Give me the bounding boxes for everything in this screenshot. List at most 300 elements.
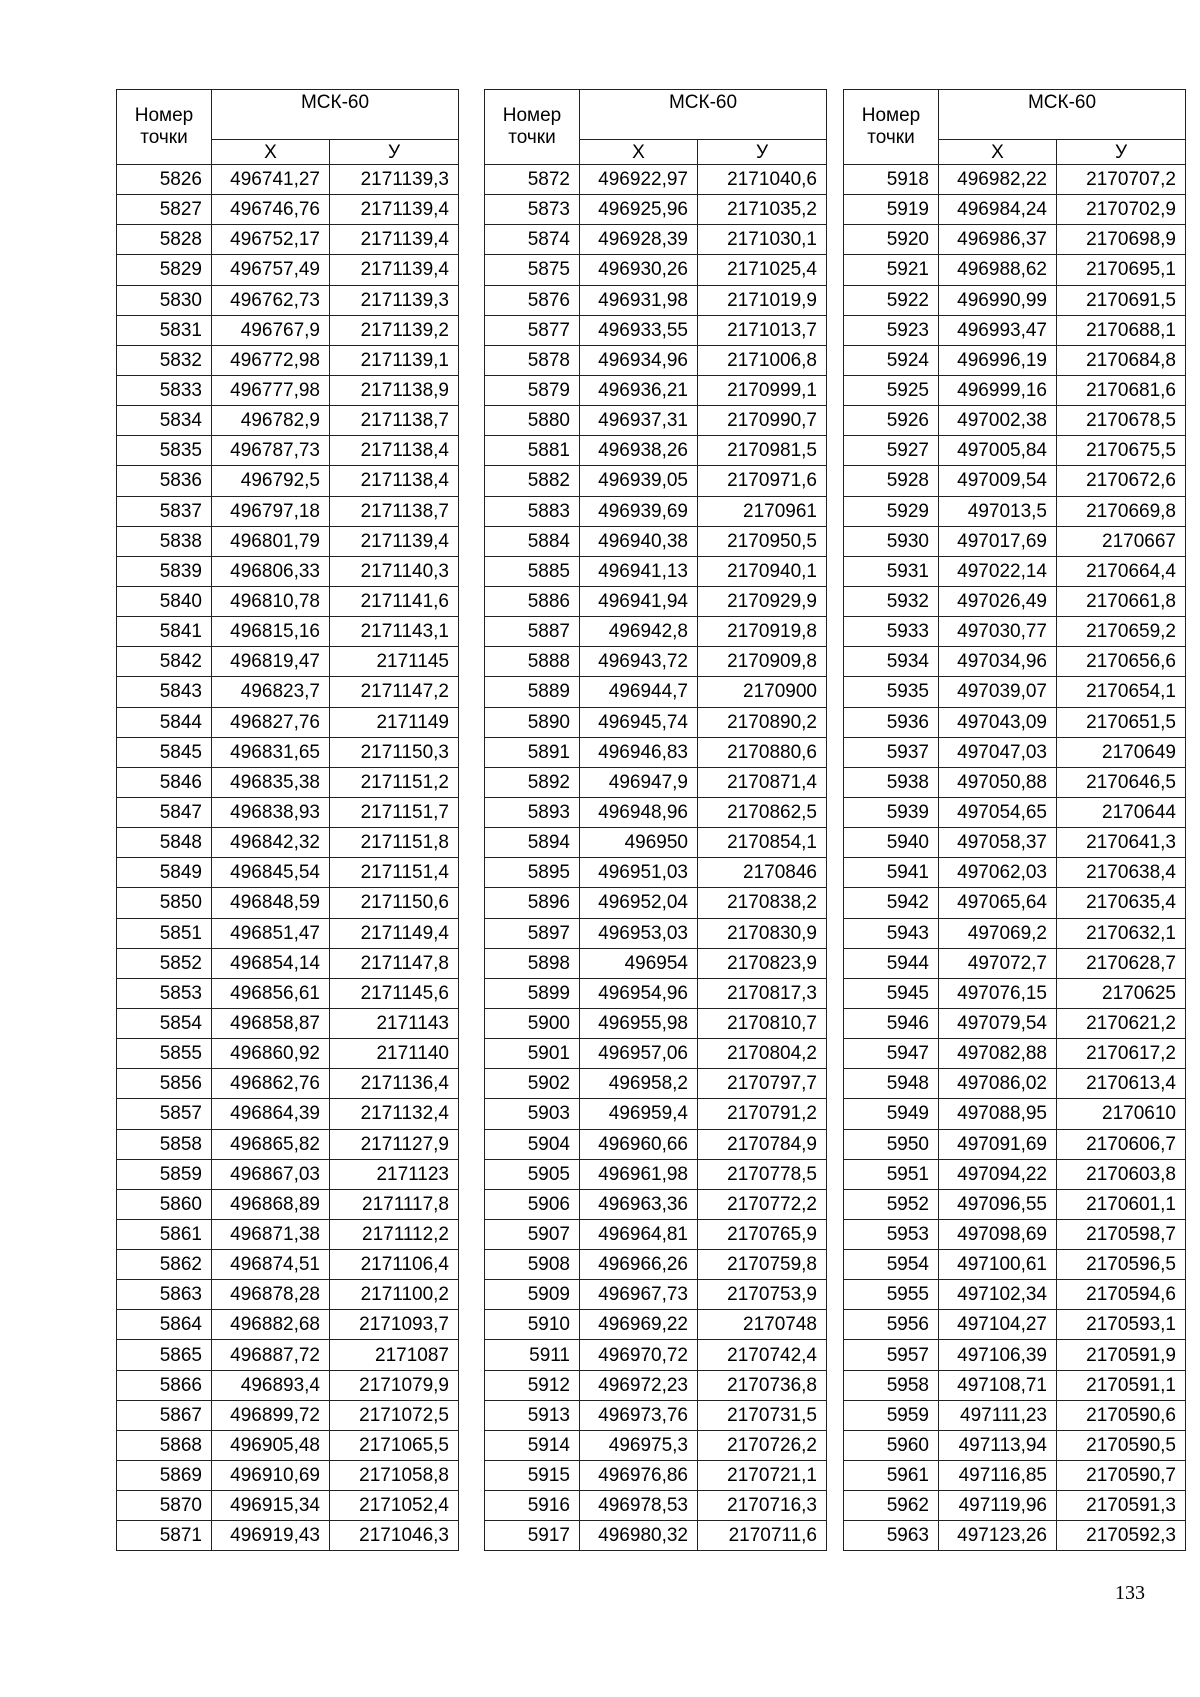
point-number-cell: 5897 [485, 918, 580, 948]
table-row [844, 375, 1186, 405]
point-number-cell: 5933 [844, 617, 939, 647]
x-coordinate-cell: 496741,27 [212, 165, 330, 195]
x-coordinate-cell: 496950 [580, 828, 698, 858]
table-row [844, 556, 1186, 586]
point-number-cell: 5899 [485, 978, 580, 1008]
point-number-cell: 5913 [485, 1400, 580, 1430]
table-row [117, 1219, 459, 1249]
y-coordinate-cell: 2171151,4 [330, 858, 459, 888]
point-number-cell: 5884 [485, 526, 580, 556]
y-coordinate-cell: 2170669,8 [1057, 496, 1186, 526]
x-coordinate-cell: 496993,47 [939, 315, 1057, 345]
table-row [844, 586, 1186, 616]
y-coordinate-cell: 2171149,4 [330, 918, 459, 948]
point-number-cell: 5841 [117, 617, 212, 647]
x-coordinate-cell: 496874,51 [212, 1250, 330, 1280]
y-coordinate-cell: 2171139,4 [330, 195, 459, 225]
y-coordinate-cell: 2170596,5 [1057, 1250, 1186, 1280]
y-coordinate-cell: 2170635,4 [1057, 888, 1186, 918]
table-row [117, 978, 459, 1008]
y-coordinate-cell: 2170591,1 [1057, 1370, 1186, 1400]
table-row [485, 1340, 827, 1370]
point-number-cell: 5835 [117, 436, 212, 466]
y-coordinate-cell: 2171052,4 [330, 1491, 459, 1521]
x-coordinate-cell: 496988,62 [939, 255, 1057, 285]
point-number-cell: 5940 [844, 828, 939, 858]
x-coordinate-cell: 497100,61 [939, 1250, 1057, 1280]
table-row [485, 1400, 827, 1430]
table-row [844, 918, 1186, 948]
x-coordinate-cell: 497009,54 [939, 466, 1057, 496]
x-coordinate-cell: 497123,26 [939, 1521, 1057, 1551]
point-number-cell: 5893 [485, 797, 580, 827]
point-number-cell: 5936 [844, 707, 939, 737]
x-coordinate-cell: 497026,49 [939, 586, 1057, 616]
table-row [844, 828, 1186, 858]
table-row [485, 496, 827, 526]
table-row [485, 1129, 827, 1159]
y-coordinate-cell: 2170736,8 [698, 1370, 827, 1400]
table-row [485, 436, 827, 466]
table-row [485, 406, 827, 436]
y-coordinate-cell: 2171145 [330, 647, 459, 677]
table-row [117, 797, 459, 827]
y-coordinate-cell: 2170598,7 [1057, 1219, 1186, 1249]
x-coordinate-cell: 496767,9 [212, 315, 330, 345]
point-number-cell: 5895 [485, 858, 580, 888]
x-coordinate-cell: 496819,47 [212, 647, 330, 677]
point-number-cell: 5858 [117, 1129, 212, 1159]
y-coordinate-cell: 2171013,7 [698, 315, 827, 345]
table-row [485, 1310, 827, 1340]
point-number-cell: 5829 [117, 255, 212, 285]
point-number-cell: 5941 [844, 858, 939, 888]
y-coordinate-cell: 2170625 [1057, 978, 1186, 1008]
x-coordinate-cell: 497072,7 [939, 948, 1057, 978]
point-number-cell: 5943 [844, 918, 939, 948]
point-number-cell: 5961 [844, 1461, 939, 1491]
x-coordinate-cell: 496934,96 [580, 345, 698, 375]
table-row [844, 1189, 1186, 1219]
x-coordinate-cell: 496777,98 [212, 375, 330, 405]
x-coordinate-cell: 497088,95 [939, 1099, 1057, 1129]
x-coordinate-cell: 496867,03 [212, 1159, 330, 1189]
point-number-cell: 5919 [844, 195, 939, 225]
y-coordinate-cell: 2171006,8 [698, 345, 827, 375]
x-coordinate-cell: 496980,32 [580, 1521, 698, 1551]
y-coordinate-cell: 2170654,1 [1057, 677, 1186, 707]
table-row [485, 1069, 827, 1099]
x-coordinate-cell: 496860,92 [212, 1039, 330, 1069]
y-coordinate-cell: 2170804,2 [698, 1039, 827, 1069]
point-number-cell: 5921 [844, 255, 939, 285]
y-coordinate-cell: 2170613,4 [1057, 1069, 1186, 1099]
point-number-cell: 5868 [117, 1430, 212, 1460]
y-coordinate-cell: 2170590,6 [1057, 1400, 1186, 1430]
point-number-cell: 5888 [485, 647, 580, 677]
table-row [485, 1039, 827, 1069]
x-coordinate-cell: 496946,83 [580, 737, 698, 767]
table-row [844, 1491, 1186, 1521]
x-coordinate-cell: 496792,5 [212, 466, 330, 496]
x-coordinate-cell: 496915,34 [212, 1491, 330, 1521]
point-number-cell: 5831 [117, 315, 212, 345]
table-row [844, 255, 1186, 285]
x-coordinate-cell: 496941,94 [580, 586, 698, 616]
y-coordinate-cell: 2170823,9 [698, 948, 827, 978]
point-number-cell: 5958 [844, 1370, 939, 1400]
point-number-cell: 5892 [485, 767, 580, 797]
y-coordinate-cell: 2170617,2 [1057, 1039, 1186, 1069]
y-coordinate-cell: 2171139,4 [330, 526, 459, 556]
y-coordinate-cell: 2171151,8 [330, 828, 459, 858]
y-coordinate-cell: 2170797,7 [698, 1069, 827, 1099]
table-row [485, 195, 827, 225]
x-coordinate-cell: 496878,28 [212, 1280, 330, 1310]
point-number-cell: 5890 [485, 707, 580, 737]
x-coordinate-cell: 497043,09 [939, 707, 1057, 737]
point-number-cell: 5906 [485, 1189, 580, 1219]
table-row [485, 1219, 827, 1249]
table-row [844, 165, 1186, 195]
point-number-cell: 5876 [485, 285, 580, 315]
table-row [485, 1280, 827, 1310]
y-coordinate-cell: 2170862,5 [698, 797, 827, 827]
y-coordinate-cell: 2170721,1 [698, 1461, 827, 1491]
point-number-cell: 5861 [117, 1219, 212, 1249]
x-coordinate-cell: 496882,68 [212, 1310, 330, 1340]
x-coordinate-cell: 496835,38 [212, 767, 330, 797]
point-number-cell: 5874 [485, 225, 580, 255]
y-coordinate-cell: 2171139,1 [330, 345, 459, 375]
x-coordinate-cell: 496955,98 [580, 1008, 698, 1038]
y-coordinate-cell: 2171072,5 [330, 1400, 459, 1430]
table-row [117, 586, 459, 616]
x-coordinate-cell: 496905,48 [212, 1430, 330, 1460]
table-row [844, 707, 1186, 737]
x-coordinate-cell: 496982,22 [939, 165, 1057, 195]
point-number-cell: 5903 [485, 1099, 580, 1129]
point-number-cell: 5960 [844, 1430, 939, 1460]
point-number-cell: 5883 [485, 496, 580, 526]
point-number-cell: 5857 [117, 1099, 212, 1129]
table-row [485, 1461, 827, 1491]
point-number-cell: 5953 [844, 1219, 939, 1249]
x-coordinate-cell: 496961,98 [580, 1159, 698, 1189]
x-coordinate-cell: 496848,59 [212, 888, 330, 918]
y-coordinate-cell: 2171087 [330, 1340, 459, 1370]
point-number-cell: 5830 [117, 285, 212, 315]
y-coordinate-cell: 2170716,3 [698, 1491, 827, 1521]
point-number-cell: 5909 [485, 1280, 580, 1310]
point-number-cell: 5837 [117, 496, 212, 526]
point-number-cell: 5951 [844, 1159, 939, 1189]
point-number-cell: 5867 [117, 1400, 212, 1430]
y-coordinate-cell: 2170591,3 [1057, 1491, 1186, 1521]
table-row [844, 1219, 1186, 1249]
point-number-cell: 5886 [485, 586, 580, 616]
y-coordinate-cell: 2170661,8 [1057, 586, 1186, 616]
table-row [117, 617, 459, 647]
table-row [844, 315, 1186, 345]
table-row [117, 496, 459, 526]
point-number-cell: 5863 [117, 1280, 212, 1310]
point-number-cell: 5860 [117, 1189, 212, 1219]
point-number-cell: 5870 [117, 1491, 212, 1521]
y-coordinate-cell: 2171149 [330, 707, 459, 737]
x-coordinate-cell: 497079,54 [939, 1008, 1057, 1038]
table-row [117, 858, 459, 888]
point-number-cell: 5866 [117, 1370, 212, 1400]
point-number-cell: 5844 [117, 707, 212, 737]
point-number-cell: 5845 [117, 737, 212, 767]
table-row [485, 225, 827, 255]
table-row [844, 677, 1186, 707]
table-row [485, 285, 827, 315]
y-coordinate-cell: 2170675,5 [1057, 436, 1186, 466]
table-row [485, 255, 827, 285]
table-row [844, 1461, 1186, 1491]
table-row [117, 225, 459, 255]
point-number-cell: 5945 [844, 978, 939, 1008]
x-coordinate-cell: 497076,15 [939, 978, 1057, 1008]
y-coordinate-cell: 2171139,4 [330, 255, 459, 285]
x-coordinate-cell: 496928,39 [580, 225, 698, 255]
y-coordinate-cell: 2171138,7 [330, 496, 459, 526]
x-coordinate-cell: 496831,65 [212, 737, 330, 767]
point-number-cell: 5931 [844, 556, 939, 586]
point-number-cell: 5862 [117, 1250, 212, 1280]
table-row [117, 707, 459, 737]
coordinate-table [484, 89, 827, 1551]
table-row [117, 1370, 459, 1400]
y-coordinate-cell: 2170672,6 [1057, 466, 1186, 496]
x-coordinate-cell: 496772,98 [212, 345, 330, 375]
point-number-cell: 5935 [844, 677, 939, 707]
point-number-cell: 5942 [844, 888, 939, 918]
x-coordinate-cell: 497108,71 [939, 1370, 1057, 1400]
y-coordinate-cell: 2171030,1 [698, 225, 827, 255]
y-coordinate-cell: 2170632,1 [1057, 918, 1186, 948]
y-coordinate-cell: 2170940,1 [698, 556, 827, 586]
y-coordinate-cell: 2170684,8 [1057, 345, 1186, 375]
point-number-cell: 5932 [844, 586, 939, 616]
table-row [844, 1250, 1186, 1280]
y-coordinate-cell: 2171151,2 [330, 767, 459, 797]
table-row [844, 466, 1186, 496]
table-row [844, 1430, 1186, 1460]
table-row [117, 767, 459, 797]
y-coordinate-cell: 2171151,7 [330, 797, 459, 827]
y-coordinate-cell: 2171132,4 [330, 1099, 459, 1129]
point-number-cell: 5938 [844, 767, 939, 797]
x-coordinate-cell: 497111,23 [939, 1400, 1057, 1430]
table-row [117, 375, 459, 405]
table-row [485, 1159, 827, 1189]
point-number-cell: 5869 [117, 1461, 212, 1491]
y-coordinate-cell: 2170846 [698, 858, 827, 888]
y-coordinate-cell: 2171046,3 [330, 1521, 459, 1551]
table-row [485, 1521, 827, 1551]
table-row [485, 1250, 827, 1280]
table-row [117, 1189, 459, 1219]
table-row [485, 677, 827, 707]
table-row [117, 1099, 459, 1129]
y-coordinate-cell: 2170646,5 [1057, 767, 1186, 797]
y-coordinate-cell: 2171040,6 [698, 165, 827, 195]
y-coordinate-cell: 2170880,6 [698, 737, 827, 767]
point-number-header-line1: Номер [861, 105, 921, 126]
x-coordinate-cell: 496865,82 [212, 1129, 330, 1159]
x-coordinate-cell: 496975,3 [580, 1430, 698, 1460]
point-number-cell: 5949 [844, 1099, 939, 1129]
point-number-cell: 5854 [117, 1008, 212, 1038]
y-coordinate-cell: 2171138,9 [330, 375, 459, 405]
point-number-cell: 5946 [844, 1008, 939, 1038]
point-number-cell: 5902 [485, 1069, 580, 1099]
y-coordinate-cell: 2170765,9 [698, 1219, 827, 1249]
y-coordinate-cell: 2170909,8 [698, 647, 827, 677]
x-coordinate-cell: 496943,72 [580, 647, 698, 677]
y-coordinate-cell: 2170695,1 [1057, 255, 1186, 285]
x-coordinate-cell: 496944,7 [580, 677, 698, 707]
table-row [117, 888, 459, 918]
y-column-header: У [1057, 140, 1186, 165]
point-number-header-line2: точки [867, 127, 915, 148]
y-coordinate-cell: 2170593,1 [1057, 1310, 1186, 1340]
point-number-cell: 5836 [117, 466, 212, 496]
point-number-cell: 5962 [844, 1491, 939, 1521]
table-row [117, 345, 459, 375]
x-coordinate-cell: 496976,86 [580, 1461, 698, 1491]
y-coordinate-cell: 2170621,2 [1057, 1008, 1186, 1038]
y-coordinate-cell: 2171139,4 [330, 225, 459, 255]
table-row [485, 1370, 827, 1400]
y-coordinate-cell: 2170651,5 [1057, 707, 1186, 737]
x-coordinate-cell: 496941,13 [580, 556, 698, 586]
x-coordinate-cell: 497039,07 [939, 677, 1057, 707]
table-row [117, 1400, 459, 1430]
table-row [844, 1159, 1186, 1189]
point-number-cell: 5847 [117, 797, 212, 827]
point-number-cell: 5907 [485, 1219, 580, 1249]
point-number-cell: 5926 [844, 406, 939, 436]
x-coordinate-cell: 497096,55 [939, 1189, 1057, 1219]
x-column-header: X [939, 140, 1057, 165]
y-coordinate-cell: 2170929,9 [698, 586, 827, 616]
x-coordinate-cell: 497094,22 [939, 1159, 1057, 1189]
table-row [844, 1340, 1186, 1370]
table-row [117, 1039, 459, 1069]
y-coordinate-cell: 2171117,8 [330, 1189, 459, 1219]
y-coordinate-cell: 2170667 [1057, 526, 1186, 556]
y-coordinate-cell: 2171150,3 [330, 737, 459, 767]
table-row [117, 1491, 459, 1521]
point-number-cell: 5898 [485, 948, 580, 978]
point-number-cell: 5891 [485, 737, 580, 767]
point-number-cell: 5912 [485, 1370, 580, 1400]
table-row [117, 1280, 459, 1310]
x-coordinate-cell: 496938,26 [580, 436, 698, 466]
y-coordinate-cell: 2170711,6 [698, 1521, 827, 1551]
x-coordinate-cell: 496854,14 [212, 948, 330, 978]
point-number-cell: 5855 [117, 1039, 212, 1069]
table-row [844, 647, 1186, 677]
table-row [844, 526, 1186, 556]
table-row [117, 406, 459, 436]
y-coordinate-cell: 2171139,3 [330, 165, 459, 195]
point-number-cell: 5963 [844, 1521, 939, 1551]
x-coordinate-cell: 496951,03 [580, 858, 698, 888]
point-number-cell: 5908 [485, 1250, 580, 1280]
y-coordinate-cell: 2170817,3 [698, 978, 827, 1008]
y-coordinate-cell: 2171127,9 [330, 1129, 459, 1159]
x-coordinate-cell: 497054,65 [939, 797, 1057, 827]
table-row [844, 225, 1186, 255]
y-coordinate-cell: 2171058,8 [330, 1461, 459, 1491]
table-row [844, 285, 1186, 315]
table-row [485, 315, 827, 345]
point-number-cell: 5957 [844, 1340, 939, 1370]
table-row [485, 1099, 827, 1129]
x-coordinate-cell: 496963,36 [580, 1189, 698, 1219]
x-coordinate-cell: 496996,19 [939, 345, 1057, 375]
x-coordinate-cell: 496845,54 [212, 858, 330, 888]
point-number-cell: 5882 [485, 466, 580, 496]
x-coordinate-cell: 497050,88 [939, 767, 1057, 797]
x-coordinate-cell: 496966,26 [580, 1250, 698, 1280]
table-row [117, 1008, 459, 1038]
y-coordinate-cell: 2170854,1 [698, 828, 827, 858]
y-coordinate-cell: 2170688,1 [1057, 315, 1186, 345]
point-number-cell: 5920 [844, 225, 939, 255]
point-number-cell: 5900 [485, 1008, 580, 1038]
point-number-cell: 5828 [117, 225, 212, 255]
table-row [485, 466, 827, 496]
x-coordinate-cell: 497002,38 [939, 406, 1057, 436]
x-coordinate-cell: 496933,55 [580, 315, 698, 345]
y-coordinate-cell: 2170664,4 [1057, 556, 1186, 586]
table-row [844, 1099, 1186, 1129]
x-coordinate-cell: 497005,84 [939, 436, 1057, 466]
x-coordinate-cell: 496990,99 [939, 285, 1057, 315]
table-row [844, 948, 1186, 978]
table-row [117, 1461, 459, 1491]
table-row [485, 375, 827, 405]
y-column-header: У [698, 140, 827, 165]
table-row [844, 406, 1186, 436]
y-coordinate-cell: 2170999,1 [698, 375, 827, 405]
y-coordinate-cell: 2171139,3 [330, 285, 459, 315]
point-number-cell: 5864 [117, 1310, 212, 1340]
table-row [485, 948, 827, 978]
x-coordinate-cell: 497022,14 [939, 556, 1057, 586]
x-coordinate-cell: 496958,2 [580, 1069, 698, 1099]
table-row [485, 345, 827, 375]
x-coordinate-cell: 496959,4 [580, 1099, 698, 1129]
x-coordinate-cell: 496899,72 [212, 1400, 330, 1430]
point-number-cell: 5948 [844, 1069, 939, 1099]
y-coordinate-cell: 2170830,9 [698, 918, 827, 948]
table-row [117, 436, 459, 466]
point-number-cell: 5849 [117, 858, 212, 888]
x-coordinate-cell: 496910,69 [212, 1461, 330, 1491]
table-row [485, 526, 827, 556]
point-number-cell: 5955 [844, 1280, 939, 1310]
point-number-header [844, 90, 939, 165]
y-coordinate-cell: 2170698,9 [1057, 225, 1186, 255]
y-coordinate-cell: 2170742,4 [698, 1340, 827, 1370]
